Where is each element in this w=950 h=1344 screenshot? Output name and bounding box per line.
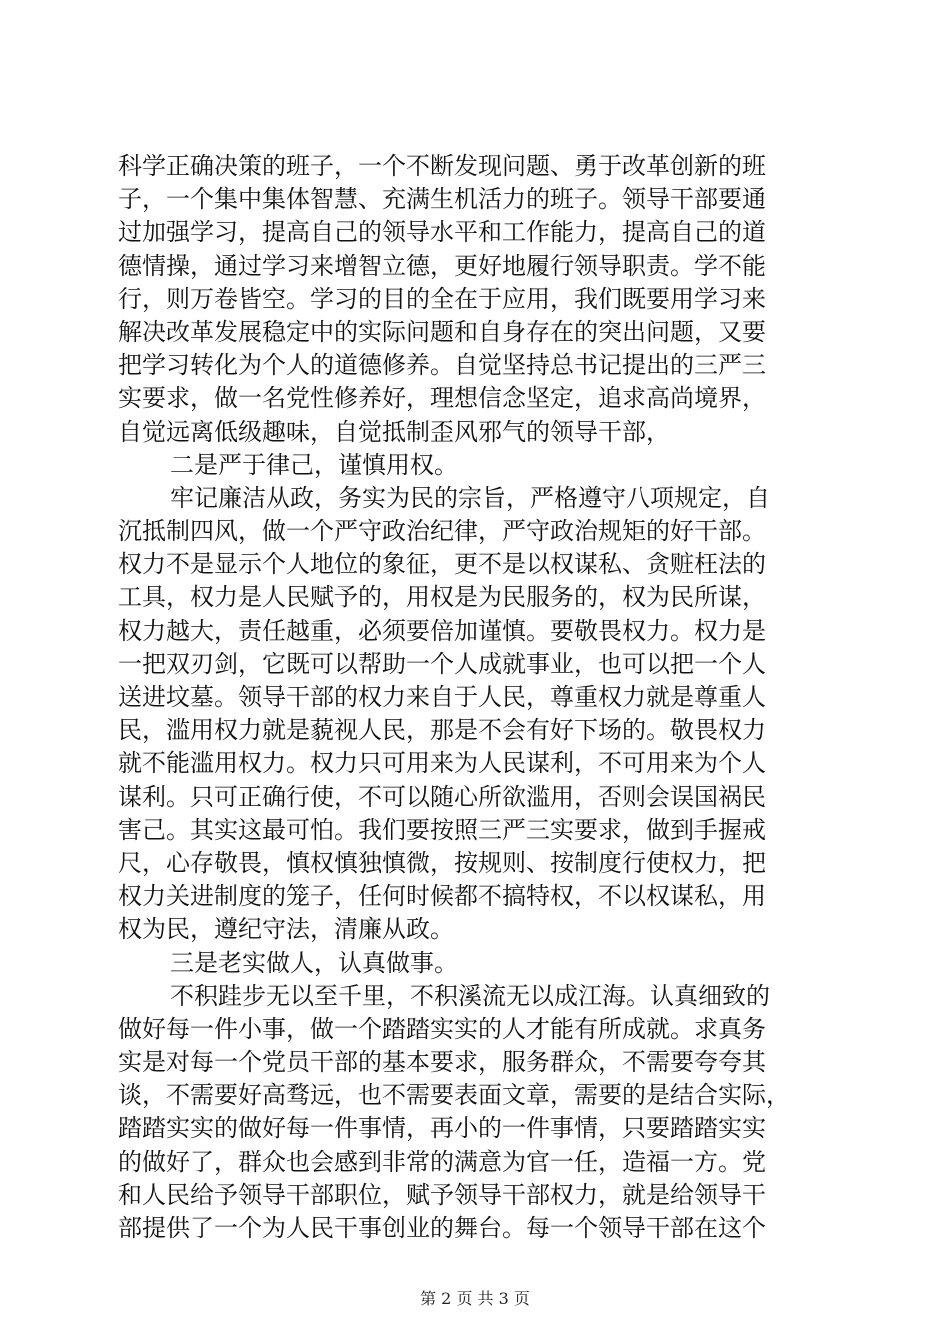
text-line: 自觉远离低级趣味，自觉抵制歪风邪气的领导干部， [118,417,670,446]
document-body [118,150,830,1245]
text-line: 送进坟墓。领导干部的权力来自于人民，尊重权力就是尊重人 [118,683,766,711]
text-line: 就不能滥用权力。权力只可用来为人民谋利，不可用来为个人 [118,749,766,778]
text-line: 的做好了，群众也会感到非常的满意为官一任，造福一方。党 [118,1147,766,1176]
text-line: 工具，权力是人民赋予的，用权是为民服务的，权为民所谋， [118,583,766,612]
text-line: 实是对每一个党员干部的基本要求，服务群众，不需要夸夸其 [118,1048,766,1077]
text-line: 权力关进制度的笼子，任何时候都不搞特权，不以权谋私，用 [118,882,766,911]
paragraph-first-line: 不积跬步无以至千里，不积溪流无以成江海。认真细致的 [170,981,770,1010]
text-line: 做好每一件小事，做一个踏踏实实的人才能有所成就。求真务 [118,1014,766,1043]
text-line: 一把双刃剑，它既可以帮助一个人成就事业，也可以把一个人 [118,649,766,678]
text-line: 沉抵制四风，做一个严守政治纪律，严守政治规矩的好干部。 [118,517,766,546]
text-line: 科学正确决策的班子，一个不断发现问题、勇于改革创新的班 [118,152,766,180]
text-line: 害己。其实这最可怕。我们要按照三严三实要求，做到手握戒 [118,815,766,844]
text-line: 解决改革发展稳定中的实际问题和自身存在的突出问题，又要 [118,317,766,346]
text-line: 子，一个集中集体智慧、充满生机活力的班子。领导干部要通 [118,185,766,214]
page-number-footer: 第 2 页 共 3 页 [420,1289,530,1308]
paragraph-first-line: 三是老实做人，认真做事。 [170,948,458,977]
text-line: 过加强学习，提高自己的领导水平和工作能力，提高自己的道 [118,218,766,247]
text-line: 实要求，做一名党性修养好，理想信念坚定，追求高尚境界， [118,384,766,413]
text-line: 把学习转化为个人的道德修养。自觉坚持总书记提出的三严三 [118,351,766,380]
text-line: 踏踏实实的做好每一件事情，再小的一件事情，只要踏踏实实 [118,1114,766,1143]
text-line: 谈，不需要好高骛远，也不需要表面文章，需要的是结合实际， [118,1081,790,1110]
text-line: 民，滥用权力就是藐视人民，那是不会有好下场的。敬畏权力 [118,716,766,745]
paragraph-first-line: 二是严于律己，谨慎用权。 [170,450,458,479]
text-line: 尺，心存敬畏，慎权慎独慎微，按规则、按制度行使权力，把 [118,848,766,877]
text-line: 权力不是显示个人地位的象征，更不是以权谋私、贪赃枉法的 [118,550,766,579]
text-line: 和人民给予领导干部职位，赋予领导干部权力，就是给领导干 [118,1180,766,1209]
text-line: 行，则万卷皆空。学习的目的全在于应用，我们既要用学习来 [118,284,766,313]
text-line: 德情操，通过学习来增智立德，更好地履行领导职责。学不能 [118,251,766,280]
text-line: 谋利。只可正确行使，不可以随心所欲滥用，否则会误国祸民 [118,782,766,811]
text-line: 部提供了一个为人民干事创业的舞台。每一个领导干部在这个 [118,1214,766,1242]
paragraph-first-line: 牢记廉洁从政，务实为民的宗旨，严格遵守八项规定，自 [170,483,770,512]
text-line: 权为民，遵纪守法，清廉从政。 [118,915,454,944]
text-line: 权力越大，责任越重，必须要倍加谨慎。要敬畏权力。权力是 [118,616,766,645]
